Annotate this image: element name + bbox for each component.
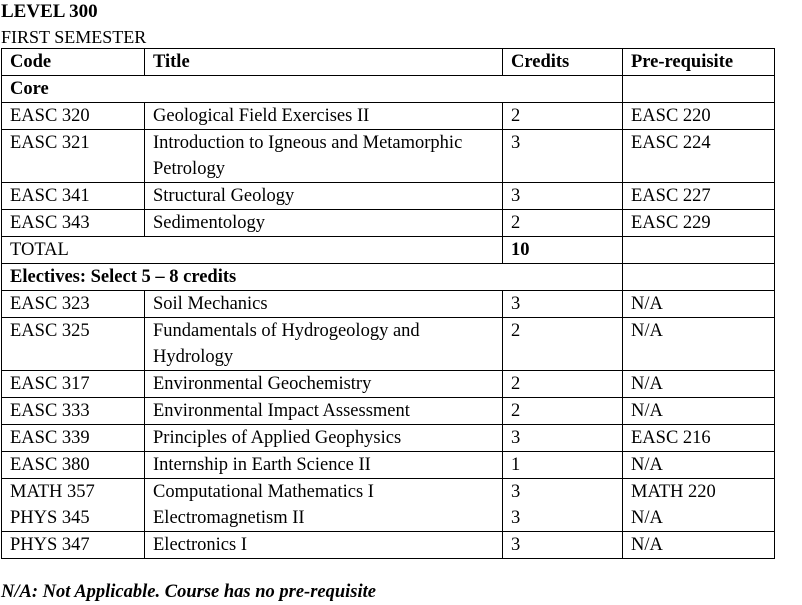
course-code: EASC 380 bbox=[2, 452, 145, 479]
course-credits: 3 bbox=[503, 291, 623, 318]
course-prereq: N/A bbox=[623, 505, 775, 532]
course-credits: 1 bbox=[503, 452, 623, 479]
course-code: EASC 339 bbox=[2, 425, 145, 452]
header-title: Title bbox=[145, 49, 503, 76]
semester-heading: FIRST SEMESTER bbox=[1, 27, 147, 47]
course-credits: 3 bbox=[503, 130, 623, 183]
electives-section-row bbox=[2, 264, 775, 291]
course-title: Soil Mechanics bbox=[145, 291, 503, 318]
course-code: EASC 333 bbox=[2, 398, 145, 425]
course-code: EASC 320 bbox=[2, 103, 145, 130]
course-prereq: N/A bbox=[623, 398, 775, 425]
core-section-row bbox=[2, 76, 775, 103]
course-title: Electronics I bbox=[145, 532, 503, 559]
course-title: Fundamentals of Hydrogeology and Hydrology bbox=[145, 318, 503, 371]
table-row bbox=[2, 210, 775, 237]
table-row bbox=[2, 318, 775, 371]
table-row bbox=[2, 505, 775, 532]
table-row bbox=[2, 183, 775, 210]
course-code: EASC 321 bbox=[2, 130, 145, 183]
course-credits: 3 bbox=[503, 183, 623, 210]
course-credits: 2 bbox=[503, 318, 623, 371]
course-title: Computational Mathematics I bbox=[145, 479, 503, 506]
electives-empty-cell bbox=[623, 264, 775, 291]
course-code: MATH 357 bbox=[2, 479, 145, 506]
table-row bbox=[2, 532, 775, 559]
table-row bbox=[2, 398, 775, 425]
total-value: 10 bbox=[503, 237, 623, 264]
course-prereq: EASC 229 bbox=[623, 210, 775, 237]
footnote: N/A: Not Applicable. Course has no pre-requisite bbox=[1, 582, 376, 602]
course-credits: 3 bbox=[503, 479, 623, 506]
course-title: Environmental Geochemistry bbox=[145, 371, 503, 398]
core-label: Core bbox=[2, 76, 623, 103]
table-row bbox=[2, 291, 775, 318]
course-code: EASC 323 bbox=[2, 291, 145, 318]
course-title: Electromagnetism II bbox=[145, 505, 503, 532]
course-prereq: N/A bbox=[623, 532, 775, 559]
course-credits: 3 bbox=[503, 505, 623, 532]
course-title: Introduction to Igneous and Metamorphic Petrology bbox=[145, 130, 503, 183]
course-credits: 3 bbox=[503, 532, 623, 559]
table-row bbox=[2, 479, 775, 506]
course-title: Principles of Applied Geophysics bbox=[145, 425, 503, 452]
level-heading: LEVEL 300 bbox=[1, 1, 98, 22]
course-code: EASC 317 bbox=[2, 371, 145, 398]
course-prereq: N/A bbox=[623, 318, 775, 371]
course-title: Structural Geology bbox=[145, 183, 503, 210]
course-prereq: N/A bbox=[623, 452, 775, 479]
course-code: PHYS 345 bbox=[2, 505, 145, 532]
core-empty-cell bbox=[623, 76, 775, 103]
total-empty-cell bbox=[623, 237, 775, 264]
course-title: Sedimentology bbox=[145, 210, 503, 237]
course-code: PHYS 347 bbox=[2, 532, 145, 559]
course-title: Environmental Impact Assessment bbox=[145, 398, 503, 425]
table-row bbox=[2, 425, 775, 452]
course-prereq: EASC 227 bbox=[623, 183, 775, 210]
course-credits: 3 bbox=[503, 425, 623, 452]
course-credits: 2 bbox=[503, 371, 623, 398]
table-row bbox=[2, 452, 775, 479]
electives-label: Electives: Select 5 – 8 credits bbox=[2, 264, 623, 291]
header-code: Code bbox=[2, 49, 145, 76]
course-prereq: N/A bbox=[623, 291, 775, 318]
total-label: TOTAL bbox=[2, 237, 503, 264]
total-row bbox=[2, 237, 775, 264]
header-credits: Credits bbox=[503, 49, 623, 76]
course-prereq: N/A bbox=[623, 371, 775, 398]
header-prereq: Pre-requisite bbox=[623, 49, 775, 76]
table-row bbox=[2, 130, 775, 183]
course-table bbox=[1, 48, 775, 559]
course-credits: 2 bbox=[503, 210, 623, 237]
table-row bbox=[2, 103, 775, 130]
course-prereq: EASC 220 bbox=[623, 103, 775, 130]
table-row bbox=[2, 371, 775, 398]
course-prereq: MATH 220 bbox=[623, 479, 775, 506]
course-prereq: EASC 224 bbox=[623, 130, 775, 183]
course-code: EASC 325 bbox=[2, 318, 145, 371]
course-credits: 2 bbox=[503, 398, 623, 425]
course-title: Internship in Earth Science II bbox=[145, 452, 503, 479]
course-credits: 2 bbox=[503, 103, 623, 130]
course-title: Geological Field Exercises II bbox=[145, 103, 503, 130]
course-code: EASC 343 bbox=[2, 210, 145, 237]
course-code: EASC 341 bbox=[2, 183, 145, 210]
table-header-row bbox=[2, 49, 775, 76]
course-prereq: EASC 216 bbox=[623, 425, 775, 452]
